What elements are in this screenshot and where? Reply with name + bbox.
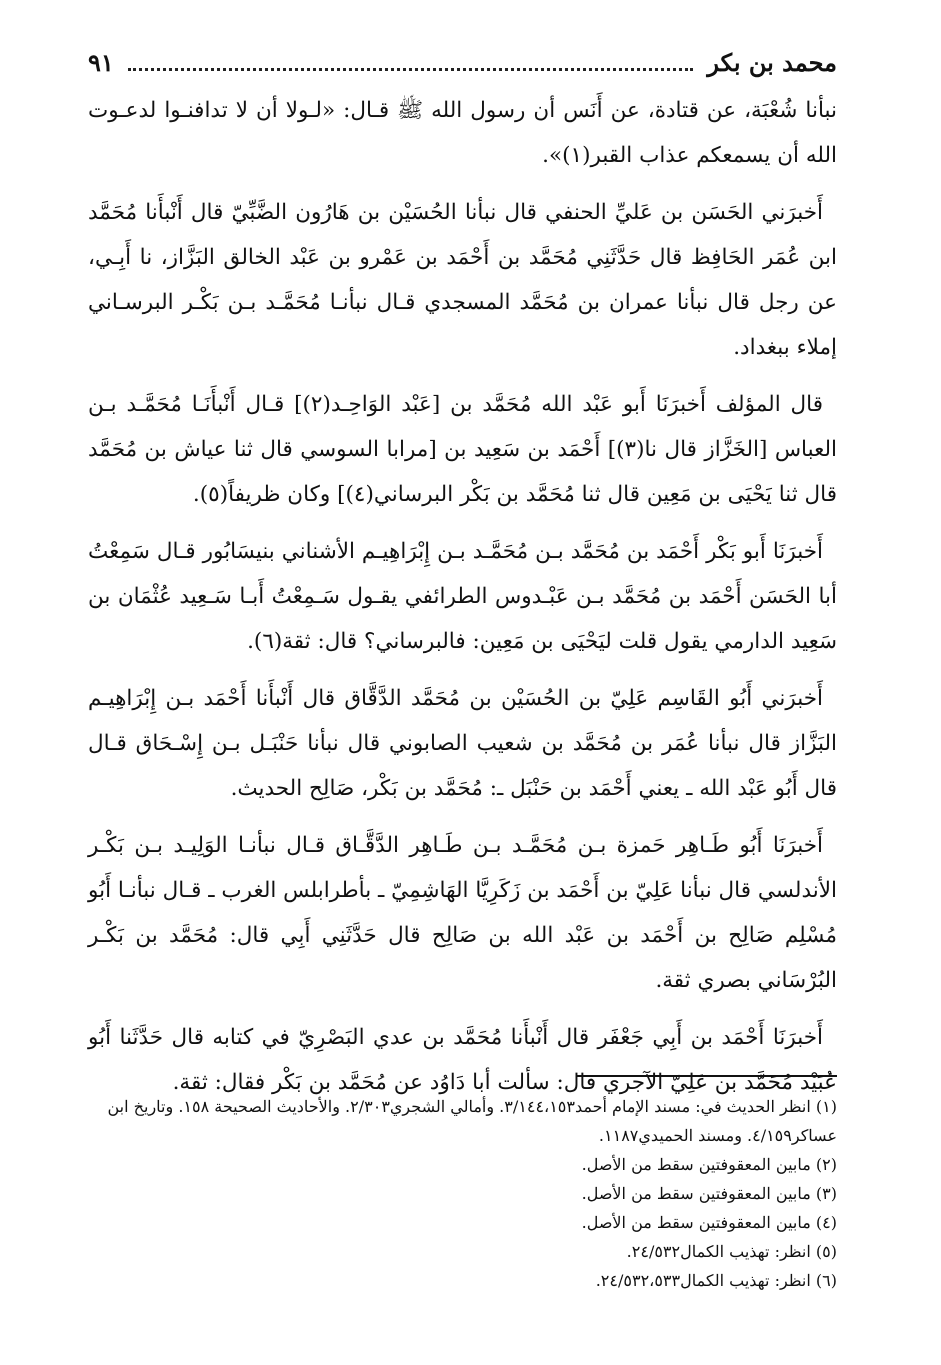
- paragraph: قال المؤلف أَخبرَنَا أَبو عَبْد الله مُحَمَّد بن [عَبْد الوَاحِـد(٢)] قـال أَنْبأَنَـا مُحَمَّـد بـن العباس [الخَزَّاز قال نا(٣)] أَحْمَد بن سَعِيد بن [مرابا السوسي قال ثنا عياش بن مُحَمَّد قال ثنا يَحْيَى بن مَعِين قال ثنا مُحَمَّد بن بَكْر البرساني(٤)] وكان ظريفاً(٥).: [88, 392, 837, 507]
- header-dot-leader: [128, 54, 694, 71]
- footnote: (٦) انظر: تهذيب الكمال٢٤/٥٣٢،٥٣٣.: [595, 1271, 837, 1290]
- paragraph: أَخبرَنَا أَبُو طَـاهِر حَمزة بـن مُحَمَّـد بـن طَـاهِر الدَّقَّـاق قـال نبأنـا الوَلِيـد بـن بَكْـر الأندلسي قال نبأنا عَلِيّ بن أَحْمَد بن زَكَرِيَّا الهَاشِمِيّ ـ بأطرابلس الغرب ـ قـال نبأنـا أَبُو مُسْلِم صَالِح بن أَحْمَد بن عَبْد الله بن صَالِح قال حَدَّثَنِي أَبِي قال: مُحَمَّد بن بَكْـر البُرْسَاني بصري ثقة.: [88, 833, 837, 993]
- main-text: [88, 88, 837, 1117]
- footnote: (٢) مابين المعقوفتين سقط من الأصل.: [581, 1155, 837, 1174]
- page-header: [88, 42, 837, 82]
- running-title: محمد بن بكر: [707, 47, 837, 77]
- paragraph: أَخبرَنَا أَبو بَكْر أَحْمَد بن مُحَمَّد بـن مُحَمَّـد بـن إِبْرَاهِيـم الأشناني بنيسَابُور قـال سَمِعْتُ أبا الحَسَن أَحْمَد بن مُحَمَّد بـن عَبْـدوس الطرائفي يقـول سَـمِعْتُ أَبـا سَـعِيد عُثْمَان بن سَعِيد الدارمي يقول قلت ليَحْيَى بن مَعِين: فالبرساني؟ قال: ثقة(٦).: [88, 539, 837, 654]
- page-number: ٩١: [88, 47, 114, 77]
- footnote: (١) انظر الحديث في: مسند الإمام أحمد٣/١٤٤،١٥٣. وأمالي الشجري٢/٣٠٣. والأحاديث الصحيحة ١٥٨. وتاريخ ابن عساكر٤/١٥٩. ومسند الحميدي١١٨٧.: [107, 1097, 837, 1145]
- footnote-separator: [577, 1075, 837, 1077]
- footnote: (٤) مابين المعقوفتين سقط من الأصل.: [581, 1213, 837, 1232]
- footnote: (٥) انظر: تهذيب الكمال٢٤/٥٣٢.: [626, 1242, 837, 1261]
- paragraph: أَخبرَني الحَسَن بن عَليِّ الحنفي قال نبأنا الحُسَيْن بن هَارُون الضَّبِّيّ قال أَنْبأَنا مُحَمَّد ابن عُمَر الحَافِظ قال حَدَّثَنِي مُحَمَّد بن أَحْمَد بن عَمْرو بن عَبْد الخالق البَزَّاز، نا أَبِـي، عن رجل قال نبأنا عمران بن مُحَمَّد المسجدي قـال نبأنـا مُحَمَّـد بـن بَكْـر البرسـاني إملاء ببغداد.: [88, 200, 837, 360]
- paragraph: أَخبرَنَا أَحْمَد بن أَبِي جَعْفَر قال أَنْبأَنا مُحَمَّد بن عدي البَصْرِيّ في كتابه قال حَدَّثَنا أَبُو عُبَيْد مُحَمَّد بن عَلِيّ الآجري قال: سألت أبا دَاوُد عن مُحَمَّد بن بَكْر فقال: ثقة.: [88, 1025, 837, 1095]
- footnotes: [88, 1092, 837, 1295]
- paragraph: أَخبرَني أَبُو القَاسِم عَلِيّ بن الحُسَيْن بن مُحَمَّد الدَّقَّاق قال أَنْبأَنا أَحْمَد بـن إِبْرَاهِيـم البَزَّاز قال نبأنا عُمَر بن مُحَمَّد بن شعيب الصابوني قال نبأنا حَنْبَـل بـن إِسْـحَاق قـال قال أَبُو عَبْد الله ـ يعني أَحْمَد بن حَنْبَل ـ: مُحَمَّد بن بَكْر، صَالِح الحديث.: [88, 686, 837, 801]
- paragraph: نبأنا شُعْبَة، عن قتادة، عن أَنَس أن رسول الله ﷺ قـال: «لـولا أن لا تدافنـوا لدعـوت الله أن يسمعكم عذاب القبر(١)».: [88, 98, 837, 168]
- footnote: (٣) مابين المعقوفتين سقط من الأصل.: [581, 1184, 837, 1203]
